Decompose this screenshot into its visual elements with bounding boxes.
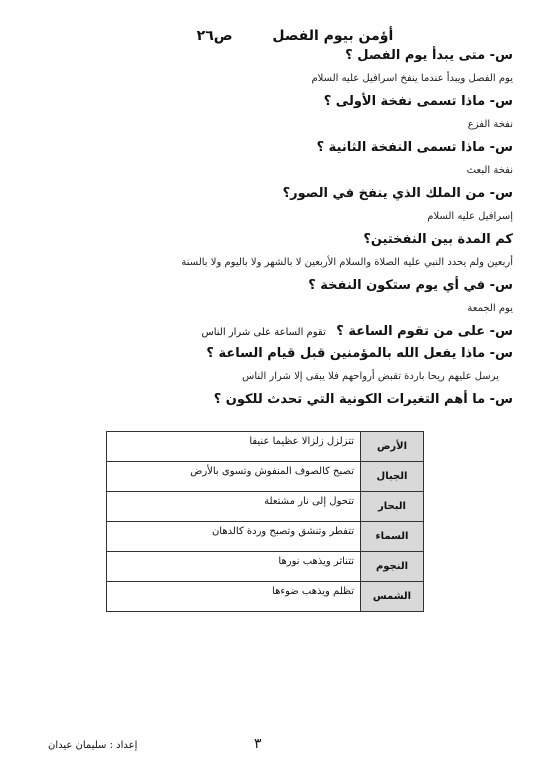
table-row xyxy=(107,522,424,552)
row-effect: تتحول إلى نار مشتعلة xyxy=(107,492,361,522)
row-label: السماء xyxy=(361,522,424,552)
question: س- ماذا تسمى النفخة الثانية ؟ xyxy=(316,140,513,155)
qa-item xyxy=(30,183,513,229)
row-label: الشمس xyxy=(361,582,424,612)
row-label: النجوم xyxy=(361,552,424,582)
row-effect: تظلم ويذهب ضوءها xyxy=(107,582,361,612)
table-row xyxy=(107,492,424,522)
footer-author: إعداد : سليمان عيدان xyxy=(48,740,138,751)
answer: نفخة الفزع xyxy=(467,119,513,130)
answer: يوم الفصل ويبدأ عندما ينفخ اسرافيل عليه السلام xyxy=(311,73,513,84)
page-number: ٣ xyxy=(254,736,262,752)
table-row xyxy=(107,432,424,462)
page-reference: ص٢٦ xyxy=(196,28,233,44)
qa-item xyxy=(30,229,513,275)
question: س- ماذا يفعل الله بالمؤمنين قبل قيام الساعة ؟ xyxy=(206,346,513,361)
answer: يرسل عليهم ريحا باردة تقبض أرواحهم فلا يبقى إلا شرار الناس xyxy=(242,371,499,382)
row-effect: تتزلزل زلزالا عظيما عنيفا xyxy=(107,432,361,462)
row-label: البحار xyxy=(361,492,424,522)
question: س- من الملك الذي ينفخ في الصور؟ xyxy=(282,186,513,201)
answer: أربعين ولم يحدد النبي عليه الصلاة والسلام الأربعين لا بالشهر ولا باليوم ولا بالسنة xyxy=(181,257,513,268)
table-row xyxy=(107,462,424,492)
answer: تقوم الساعة على شرار الناس xyxy=(201,327,326,338)
question-list xyxy=(30,45,513,411)
qa-item xyxy=(30,137,513,183)
qa-item xyxy=(30,91,513,137)
question: س- ما أهم التغيرات الكونية التي تحدث للكون ؟ xyxy=(213,392,513,407)
qa-item xyxy=(30,45,513,91)
question-with-inline-answer xyxy=(30,321,513,343)
row-effect: تتناثر ويذهب نورها xyxy=(107,552,361,582)
question: س- في أي يوم ستكون النفخة ؟ xyxy=(308,278,513,293)
qa-item xyxy=(30,343,513,389)
question: س- متى يبدأ يوم الفصل ؟ xyxy=(345,48,513,63)
lesson-title: أؤمن بيوم الفصل xyxy=(272,28,394,44)
table-row xyxy=(107,552,424,582)
answer: يوم الجمعة xyxy=(467,303,513,314)
cosmic-changes-table xyxy=(106,431,424,612)
question: س- على من تقوم الساعة ؟ xyxy=(336,324,513,339)
question: س- ماذا تسمى نفخة الأولى ؟ xyxy=(323,94,513,109)
row-label: الجبال xyxy=(361,462,424,492)
answer: إسرافيل عليه السلام xyxy=(427,211,513,222)
row-label: الأرض xyxy=(361,432,424,462)
row-effect: تصبح كالصوف المنفوش وتسوى بالأرض xyxy=(107,462,361,492)
page-title xyxy=(170,28,420,44)
question: كم المدة بين النفختين؟ xyxy=(363,232,513,247)
row-effect: تتفطر وتنشق وتصبح وردة كالدهان xyxy=(107,522,361,552)
answer: نفخة البعث xyxy=(466,165,513,176)
qa-item xyxy=(30,275,513,321)
table-row xyxy=(107,582,424,612)
